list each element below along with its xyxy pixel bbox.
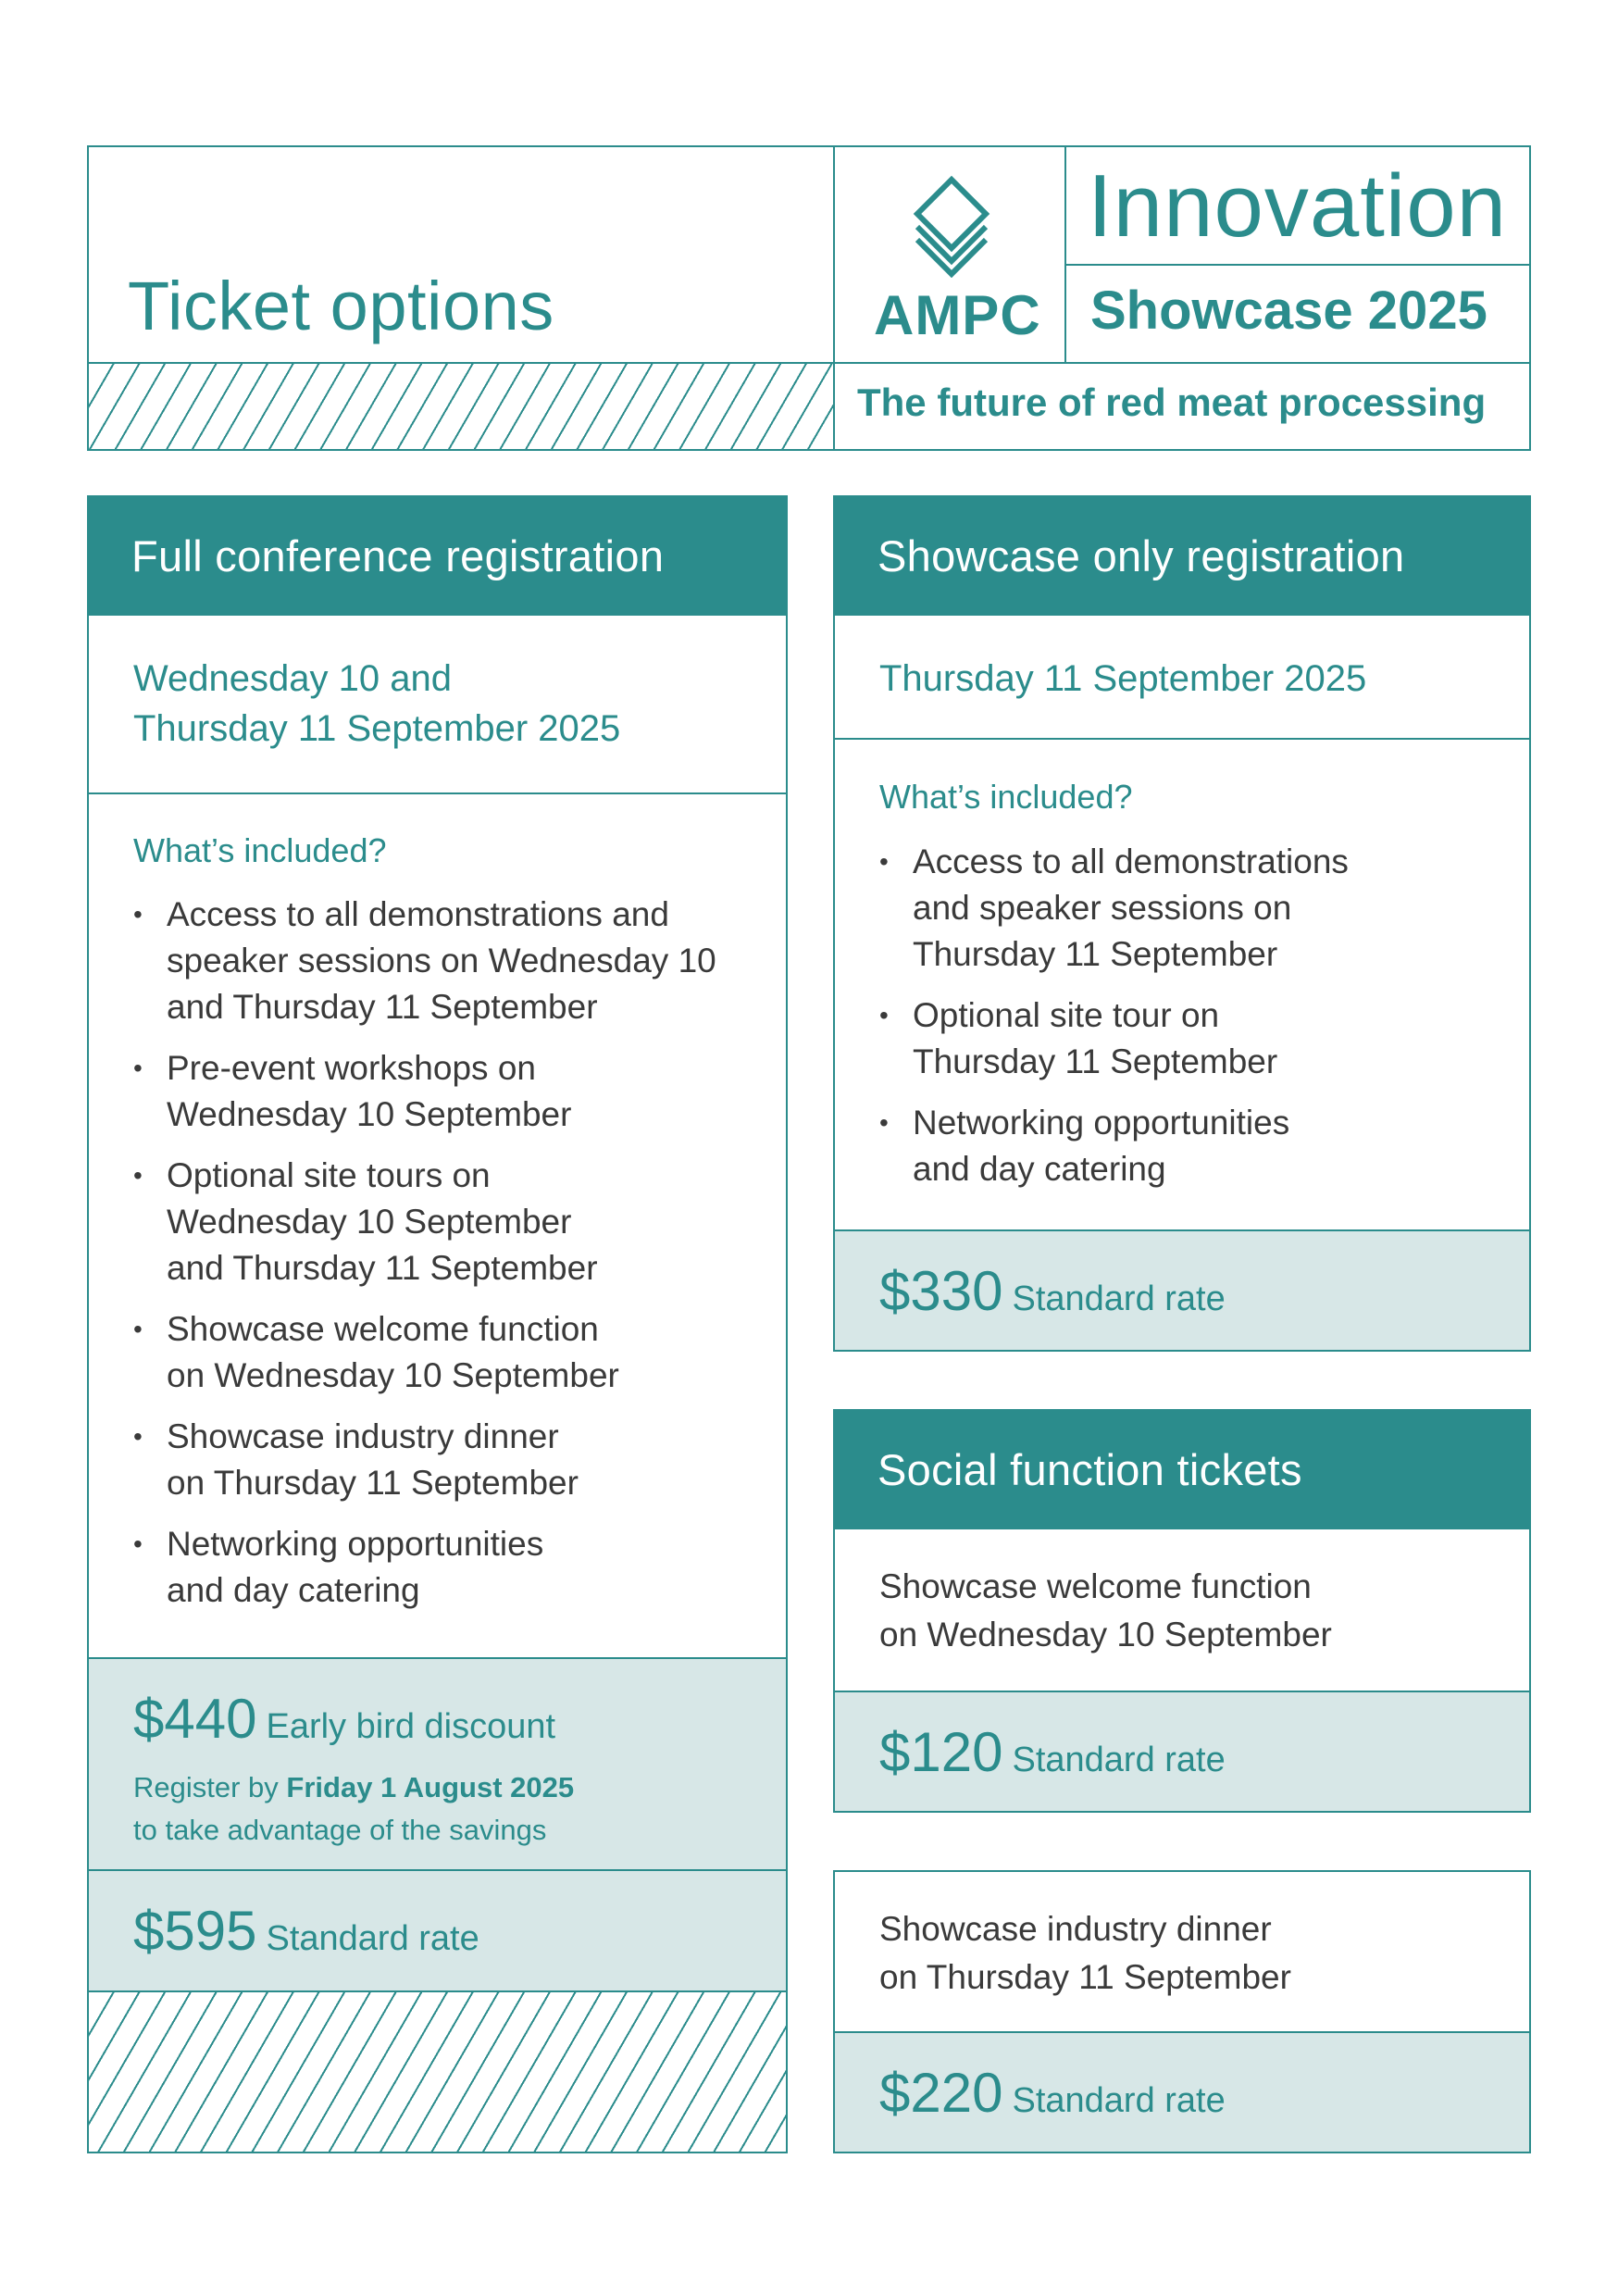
header-divider-1: [833, 145, 835, 451]
list-item: • Networking opportunities and day catering: [879, 1100, 1509, 1192]
social-dinner-text: Showcase industry dinner on Thursday 11 September: [879, 1910, 1291, 1996]
social-welcome-price-box: [833, 1691, 1531, 1813]
page-title: Ticket options: [128, 268, 554, 344]
showcase-only-included-heading: What’s included?: [879, 778, 1133, 816]
social-dinner-price: $220: [879, 2062, 1003, 2124]
social-heading: Social function tickets: [833, 1409, 1531, 1529]
social-welcome-text: Showcase welcome function on Wednesday 10 September: [879, 1567, 1332, 1653]
header-rule-2: [1064, 264, 1531, 266]
list-item: • Pre-event workshops on Wednesday 10 September: [133, 1045, 763, 1138]
full-conference-heading: Full conference registration: [87, 495, 788, 616]
standard-label: Standard rate: [266, 1919, 479, 1958]
early-bird-note: Register by Friday 1 August 2025 to take advantage of the savings: [133, 1771, 575, 1846]
standard-price: $595: [133, 1900, 257, 1962]
list-item: • Access to all demonstrations and speaker sessions on Thursday 11 September: [879, 839, 1509, 978]
header-hatch: [89, 364, 833, 449]
showcase-only-date: Thursday 11 September 2025: [879, 658, 1367, 699]
early-bird-label: Early bird discount: [266, 1707, 556, 1746]
list-item: • Optional site tours on Wednesday 10 September and Thursday 11 September: [133, 1153, 763, 1292]
early-bird-price-box: [87, 1657, 788, 1871]
list-item: • Optional site tour on Thursday 11 September: [879, 992, 1509, 1085]
full-conference-items: [133, 892, 763, 1628]
full-conference-included-heading: What’s included?: [133, 831, 387, 869]
standard-price-box: [87, 1869, 788, 1992]
header-divider-2: [1064, 145, 1066, 364]
full-conference-date: Wednesday 10 and Thursday 11 September 2025: [133, 658, 621, 749]
ampc-logo-icon: [912, 176, 991, 278]
logo-text: AMPC: [874, 284, 1041, 346]
list-item: • Access to all demonstrations and speaker sessions on Wednesday 10 and Thursday 11 September: [133, 892, 763, 1030]
social-welcome-price: $120: [879, 1721, 1003, 1783]
showcase-only-items: [879, 839, 1509, 1207]
showcase-only-heading: Showcase only registration: [833, 495, 1531, 616]
divider: [833, 738, 1531, 740]
showcase-only-price-box: [833, 1229, 1531, 1352]
showcase-only-rate-label: Standard rate: [1012, 1279, 1226, 1318]
divider: [87, 792, 788, 794]
social-welcome-rate-label: Standard rate: [1012, 1741, 1226, 1779]
list-item: • Showcase industry dinner on Thursday 11 September: [133, 1414, 763, 1506]
showcase-only-price: $330: [879, 1260, 1003, 1322]
social-dinner-price-box: [833, 2031, 1531, 2153]
list-item: • Showcase welcome function on Wednesday 10 September: [133, 1306, 763, 1399]
event-title-line1: Innovation: [1088, 156, 1508, 256]
event-tagline: The future of red meat processing: [857, 381, 1487, 424]
full-conference-hatch: [89, 1992, 786, 2152]
social-dinner-rate-label: Standard rate: [1012, 2081, 1226, 2120]
list-item: • Networking opportunities and day catering: [133, 1521, 763, 1614]
early-bird-price: $440: [133, 1688, 257, 1750]
event-title-line2: Showcase 2025: [1090, 281, 1487, 341]
